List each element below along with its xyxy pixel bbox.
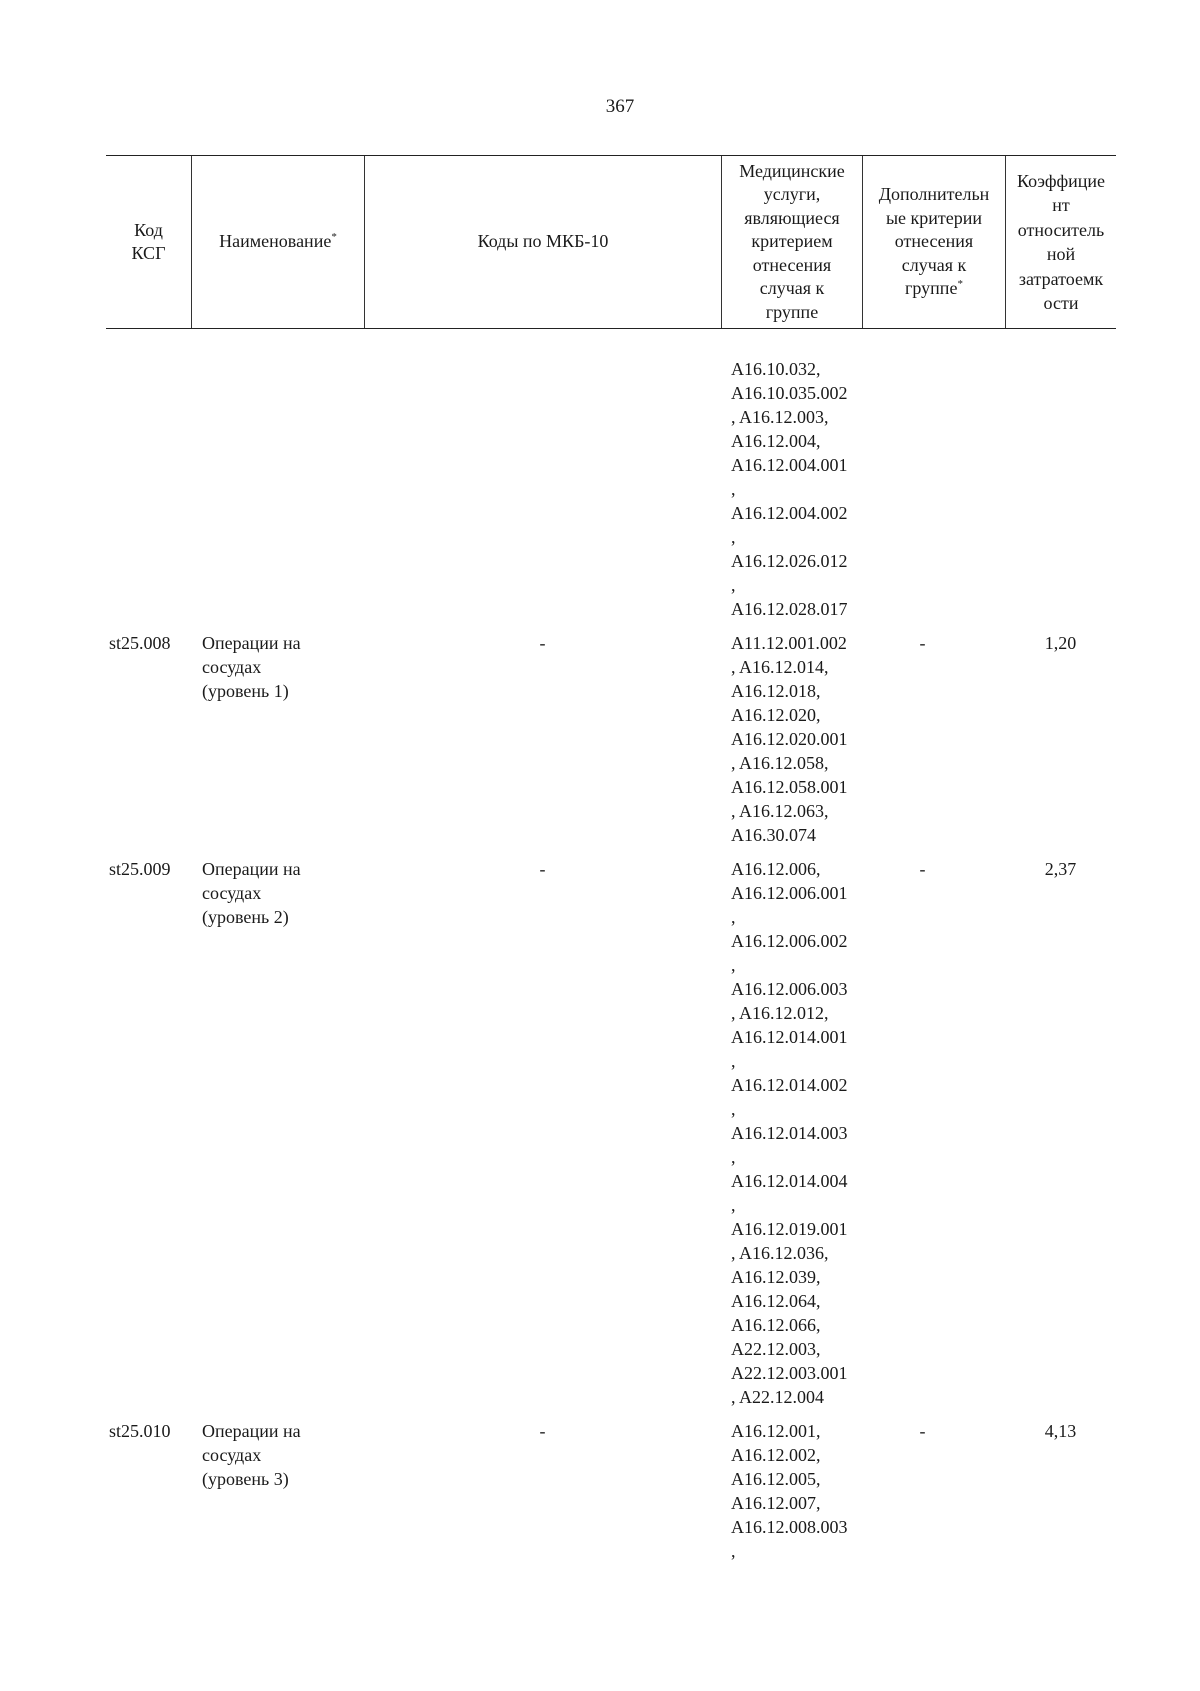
service-code: , A16.12.058, [731, 753, 829, 773]
service-code: A16.12.004, [731, 431, 821, 451]
additional-criteria: - [919, 1421, 926, 1441]
service-code: , A22.12.004 [731, 1387, 825, 1407]
service-code: A16.12.014.002 [731, 1075, 848, 1095]
services-cell [721, 1419, 862, 1563]
services-cell [721, 631, 862, 847]
services-cell [721, 857, 862, 1409]
service-code: A16.12.014.003 [731, 1123, 848, 1143]
service-code: , [731, 955, 736, 975]
service-code: A11.12.001.002 [731, 633, 847, 653]
service-code: , [731, 527, 736, 547]
service-code: , [731, 1099, 736, 1119]
header-mkb: Коды по МКБ-10 [364, 156, 721, 328]
service-code: A16.12.026.012 [731, 551, 848, 571]
service-code: , A16.12.036, [731, 1243, 829, 1263]
service-code: A16.10.035.002 [731, 383, 848, 403]
footnote-mark: * [331, 231, 337, 244]
service-code: A16.12.006.002 [731, 931, 848, 951]
service-code: A16.12.008.003 [731, 1517, 848, 1537]
service-code: A16.12.002, [731, 1445, 821, 1465]
service-code: A16.12.058.001 [731, 777, 848, 797]
service-code: , A16.12.063, [731, 801, 829, 821]
footnote-mark: * [957, 278, 963, 291]
header-additional: Дополнительн ые критерии отнесения случая к группе* [862, 156, 1005, 328]
service-code: , [731, 479, 736, 499]
header-coef: Коэффицие нт относитель ной затратоемк ости [1005, 156, 1116, 328]
service-code: A16.12.005, [731, 1469, 821, 1489]
service-code: A16.12.028.017 [731, 599, 848, 619]
service-code: , A16.12.012, [731, 1003, 829, 1023]
ksg-name: Операции на сосудах (уровень 2) [202, 859, 301, 927]
ksg-table [106, 155, 1116, 1573]
ksg-code: st25.008 [109, 633, 171, 653]
mkb-codes: - [539, 859, 546, 879]
mkb-codes: - [539, 1421, 546, 1441]
table-row [106, 1419, 1116, 1563]
service-code: A16.12.019.001 [731, 1219, 848, 1239]
header-services: Медицинские услуги, являющиеся критерием отнесения случая к группе [721, 156, 862, 328]
cost-coefficient: 2,37 [1044, 859, 1077, 879]
cost-coefficient: 1,20 [1044, 633, 1077, 653]
ksg-code: st25.009 [109, 859, 171, 879]
service-code: A16.12.020.001 [731, 729, 848, 749]
table-row [106, 857, 1116, 1409]
service-code: , [731, 1147, 736, 1167]
service-code: A16.12.001, [731, 1421, 821, 1441]
additional-criteria: - [919, 633, 926, 653]
ksg-code: st25.010 [109, 1421, 171, 1441]
service-code: A22.12.003, [731, 1339, 821, 1359]
service-code: A16.12.004.001 [731, 455, 848, 475]
service-code: A22.12.003.001 [731, 1363, 848, 1383]
service-code: , [731, 575, 736, 595]
service-code: A16.12.007, [731, 1493, 821, 1513]
service-code: A16.10.032, [731, 359, 821, 379]
header-name: Наименование* [191, 156, 364, 328]
service-code: , [731, 907, 736, 927]
service-code: , [731, 1195, 736, 1215]
service-code: , A16.12.003, [731, 407, 829, 427]
service-code: A16.12.039, [731, 1267, 821, 1287]
service-code: , [731, 1051, 736, 1071]
service-code: A16.12.004.002 [731, 503, 848, 523]
service-code: A16.12.006.001 [731, 883, 848, 903]
service-code: A16.12.066, [731, 1315, 821, 1335]
service-code: A16.12.014.004 [731, 1171, 848, 1191]
name-cell [191, 357, 364, 621]
services-cell [721, 357, 862, 621]
service-code: A16.12.020, [731, 705, 821, 725]
table-header [106, 155, 1116, 329]
mkb-cell [364, 357, 721, 621]
code-cell [106, 357, 191, 621]
table-row-continuation [106, 329, 1116, 621]
additional-criteria: - [919, 859, 926, 879]
table-body [106, 329, 1116, 1563]
service-code: A16.12.014.001 [731, 1027, 848, 1047]
table-row [106, 631, 1116, 847]
service-code: A16.12.006.003 [731, 979, 848, 999]
service-code: , A16.12.014, [731, 657, 829, 677]
mkb-codes: - [539, 633, 546, 653]
service-code: A16.12.018, [731, 681, 821, 701]
service-code: A16.12.064, [731, 1291, 821, 1311]
cost-coefficient: 4,13 [1044, 1421, 1077, 1441]
service-code: A16.30.074 [731, 825, 816, 845]
page-number: 367 [605, 96, 635, 117]
ksg-name: Операции на сосудах (уровень 1) [202, 633, 301, 701]
header-code: Код КСГ [131, 219, 166, 263]
service-code: A16.12.006, [731, 859, 821, 879]
service-code: , [731, 1541, 736, 1561]
ksg-name: Операции на сосудах (уровень 3) [202, 1421, 301, 1489]
